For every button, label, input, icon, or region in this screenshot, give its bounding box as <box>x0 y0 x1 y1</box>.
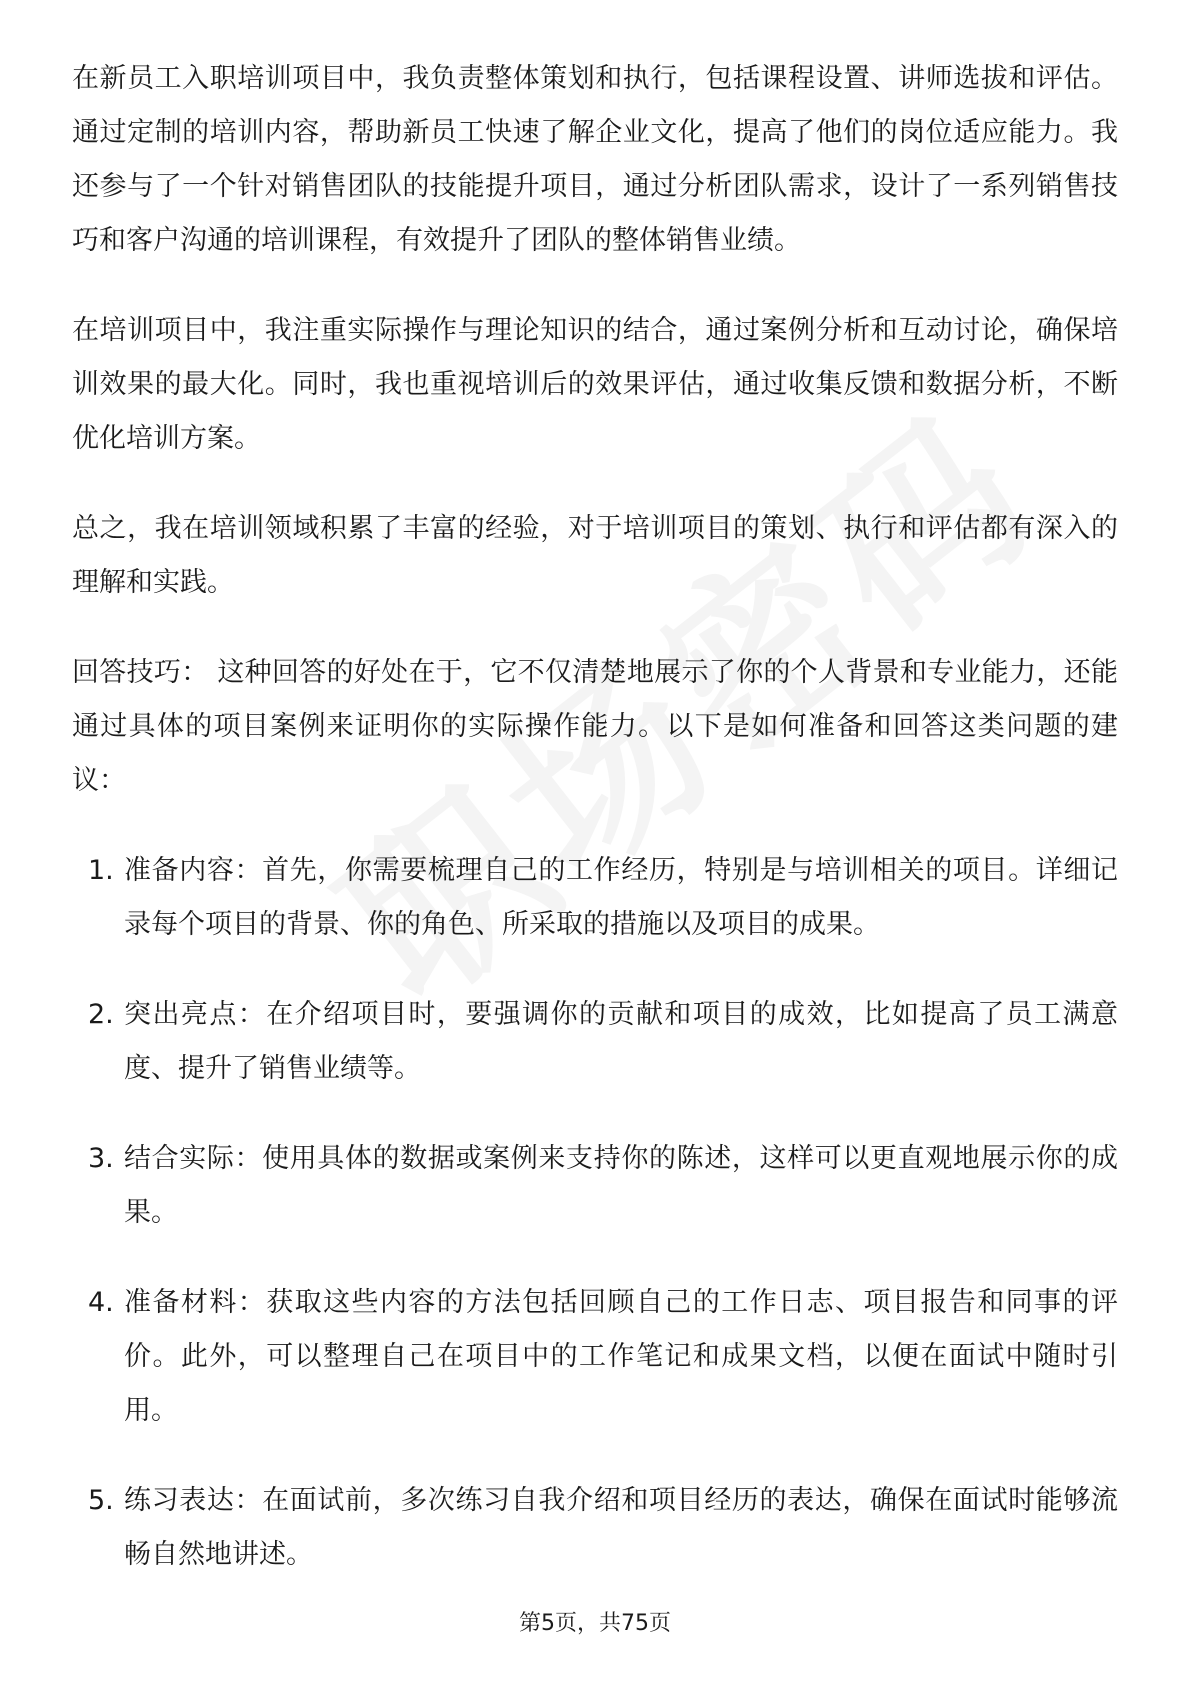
list-item <box>72 1474 1118 1582</box>
list-item-text: 练习表达：在面试前，多次练习自我介绍和项目经历的表达，确保在面试时能够流畅自然地讲述。 <box>124 1485 1118 1570</box>
list-item-text: 结合实际：使用具体的数据或案例来支持你的陈述，这样可以更直观地展示你的成果。 <box>124 1143 1118 1228</box>
paragraph-experience: 在新员工入职培训项目中，我负责整体策划和执行，包括课程设置、讲师选拔和评估。通过定制的培训内容，帮助新员工快速了解企业文化，提高了他们的岗位适应能力。我还参与了一个针对销售团队的技能提升项目，通过分析团队需求，设计了一系列销售技巧和客户沟通的培训课程，有效提升了团队的整体销售业绩。 <box>72 63 1118 256</box>
list-item-text: 准备材料：获取这些内容的方法包括回顾自己的工作日志、项目报告和同事的评价。此外，可以整理自己在项目中的工作笔记和成果文档，以便在面试中随时引用。 <box>124 1287 1118 1426</box>
paragraph-answer-tips: 回答技巧： 这种回答的好处在于，它不仅清楚地展示了你的个人背景和专业能力，还能通过具体的项目案例来证明你的实际操作能力。以下是如何准备和回答这类问题的建议： <box>72 657 1118 796</box>
tips-list <box>72 844 1118 1582</box>
list-item-number: 3. <box>88 1143 114 1174</box>
list-item-number: 5. <box>88 1485 114 1516</box>
page-footer: 第5页，共75页 <box>519 1611 671 1636</box>
list-item <box>72 988 1118 1096</box>
list-item <box>72 844 1118 952</box>
list-item <box>72 1132 1118 1240</box>
paragraph-summary: 总之，我在培训领域积累了丰富的经验，对于培训项目的策划、执行和评估都有深入的理解和实践。 <box>72 513 1118 598</box>
paragraph-approach: 在培训项目中，我注重实际操作与理论知识的结合，通过案例分析和互动讨论，确保培训效果的最大化。同时，我也重视培训后的效果评估，通过收集反馈和数据分析，不断优化培训方案。 <box>72 315 1118 454</box>
list-item-number: 4. <box>88 1287 114 1318</box>
list-item <box>72 1276 1118 1438</box>
list-item-number: 1. <box>88 855 114 886</box>
list-item-number: 2. <box>88 999 114 1030</box>
list-item-text: 突出亮点：在介绍项目时，要强调你的贡献和项目的成效，比如提高了员工满意度、提升了销售业绩等。 <box>124 999 1118 1084</box>
list-item-text: 准备内容：首先，你需要梳理自己的工作经历，特别是与培训相关的项目。详细记录每个项目的背景、你的角色、所采取的措施以及项目的成果。 <box>124 855 1118 940</box>
page-content <box>72 52 1118 1618</box>
